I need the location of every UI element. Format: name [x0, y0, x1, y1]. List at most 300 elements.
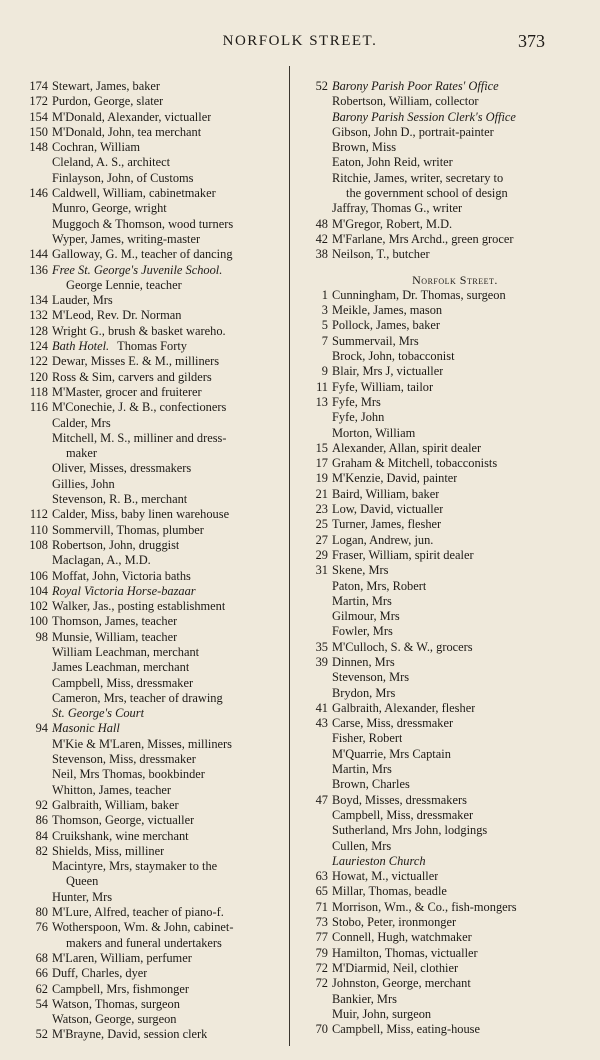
- entry-text: maker: [66, 446, 97, 461]
- directory-entry: [18, 400, 283, 415]
- entry-text: Munro, George, wright: [52, 201, 167, 216]
- house-number: 3: [321, 303, 328, 318]
- directory-entry: [298, 762, 588, 777]
- entry-text: Dinnen, Mrs: [332, 654, 395, 669]
- entry-text: M'Kenzie, David, painter: [332, 471, 458, 486]
- entry-text: makers and funeral undertakers: [66, 935, 222, 950]
- directory-entry: [298, 125, 588, 140]
- directory-entry: [18, 232, 283, 247]
- directory-entry: [298, 395, 588, 410]
- directory-entry: [18, 599, 283, 614]
- directory-entry: [18, 263, 283, 278]
- directory-entry: [298, 441, 588, 456]
- directory-entry: [298, 456, 588, 471]
- directory-entry: [18, 630, 283, 645]
- house-number: 148: [29, 140, 48, 155]
- entry-text: Free St. George's Juvenile School.: [52, 262, 223, 277]
- directory-entry: [298, 716, 588, 731]
- house-number: 29: [315, 547, 328, 562]
- directory-entry: [298, 1022, 588, 1037]
- directory-entry: [18, 477, 283, 492]
- directory-entry: [18, 125, 283, 140]
- directory-entry: [298, 186, 588, 201]
- house-number: 112: [29, 507, 48, 522]
- entry-text: Graham & Mitchell, tobacconists: [332, 456, 498, 471]
- entry-text: Stevenson, R. B., merchant: [52, 492, 188, 507]
- directory-entry: [298, 731, 588, 746]
- directory-entry: [298, 94, 588, 109]
- entry-text: Baird, William, baker: [332, 486, 440, 501]
- entry-text: M'Diarmid, Neil, clothier: [332, 960, 459, 975]
- directory-entry: [18, 783, 283, 798]
- directory-entry: [18, 110, 283, 125]
- directory-entry: [298, 471, 588, 486]
- house-number: 19: [315, 471, 328, 486]
- entry-text: Mitchell, M. S., milliner and dress-: [52, 430, 227, 445]
- directory-entry: [298, 232, 588, 247]
- entry-text: Stevenson, Miss, dressmaker: [52, 752, 196, 767]
- entry-text: Muir, John, surgeon: [332, 1006, 432, 1021]
- entry-text: Brock, John, tobacconist: [332, 349, 455, 364]
- entry-text: Barony Parish Session Clerk's Office: [332, 109, 516, 124]
- directory-entry: [298, 793, 588, 808]
- directory-entry: [18, 660, 283, 675]
- entry-text: Logan, Andrew, jun.: [332, 532, 434, 547]
- section-heading: [298, 273, 588, 288]
- house-number: 86: [35, 813, 48, 828]
- entry-text: Neil, Mrs Thomas, bookbinder: [52, 767, 205, 782]
- entry-text: Wotherspoon, Wm. & John, cabinet-: [52, 920, 234, 935]
- directory-entry: [298, 854, 588, 869]
- directory-entry: [18, 645, 283, 660]
- section-heading-text: Norfolk Street.: [412, 272, 498, 287]
- entry-text: M'Master, grocer and fruiterer: [52, 384, 202, 399]
- house-number: 5: [321, 318, 328, 333]
- directory-entry: [18, 813, 283, 828]
- entry-text: James Leachman, merchant: [52, 660, 190, 675]
- entry-text: Cunningham, Dr. Thomas, surgeon: [332, 287, 506, 302]
- directory-entry: [298, 201, 588, 216]
- entry-text: M'Farlane, Mrs Archd., green grocer: [332, 231, 514, 246]
- entry-text: Gibson, John D., portrait-painter: [332, 124, 494, 139]
- house-number: 146: [29, 186, 48, 201]
- entry-text: Dewar, Misses E. & M., milliners: [52, 354, 220, 369]
- directory-entry: [298, 869, 588, 884]
- entry-text: Wyper, James, writing-master: [52, 231, 201, 246]
- directory-entry: [18, 186, 283, 201]
- directory-entry: [18, 217, 283, 232]
- entry-text: William Leachman, merchant: [52, 644, 200, 659]
- entry-text: the government school of design: [346, 186, 508, 201]
- entry-text: Bankier, Mrs: [332, 991, 397, 1006]
- directory-entry: [298, 110, 588, 125]
- house-number: 94: [35, 721, 48, 736]
- left-column: [18, 79, 283, 1043]
- entry-text: Cameron, Mrs, teacher of drawing: [52, 690, 223, 705]
- directory-entry: [18, 829, 283, 844]
- directory-entry: [298, 930, 588, 945]
- directory-entry: [18, 859, 283, 874]
- house-number: 116: [29, 400, 48, 415]
- house-number: 47: [315, 792, 328, 807]
- directory-entry: [298, 380, 588, 395]
- house-number: 124: [29, 339, 48, 354]
- entry-text: M'Culloch, S. & W., grocers: [332, 639, 473, 654]
- directory-entry: [298, 318, 588, 333]
- directory-entry: [18, 354, 283, 369]
- entry-text: Millar, Thomas, beadle: [332, 884, 447, 899]
- house-number: 52: [35, 1027, 48, 1042]
- page-title: NORFOLK STREET.: [222, 33, 378, 49]
- directory-entry: [18, 951, 283, 966]
- entry-text: Brown, Miss: [332, 140, 397, 155]
- directory-entry: [18, 553, 283, 568]
- entry-text: Stobo, Peter, ironmonger: [332, 915, 457, 930]
- entry-text: Bath Hotel.: [52, 339, 110, 354]
- house-number: 128: [29, 323, 48, 338]
- directory-entry: [18, 155, 283, 170]
- entry-text: Lauder, Mrs: [52, 293, 113, 308]
- entry-text: George Lennie, teacher: [66, 277, 182, 292]
- directory-entry: [298, 171, 588, 186]
- directory-entry: [298, 839, 588, 854]
- entry-text: Maclagan, A., M.D.: [52, 553, 151, 568]
- directory-entry: [18, 706, 283, 721]
- house-number: 52: [315, 79, 328, 93]
- entry-text: Galloway, G. M., teacher of dancing: [52, 247, 233, 262]
- entry-text: Thomson, James, teacher: [52, 614, 178, 629]
- directory-entry: [298, 410, 588, 425]
- house-number: 154: [29, 109, 48, 124]
- directory-entry: [18, 370, 283, 385]
- entry-text: Fyfe, Mrs: [332, 394, 381, 409]
- entry-text: M'Brayne, David, session clerk: [52, 1027, 208, 1042]
- house-number: 136: [29, 262, 48, 277]
- house-number: 84: [35, 828, 48, 843]
- directory-entry: [18, 584, 283, 599]
- directory-entry: [18, 874, 283, 889]
- entry-text: Oliver, Misses, dressmakers: [52, 461, 192, 476]
- directory-entry: [298, 563, 588, 578]
- house-number: 41: [315, 700, 328, 715]
- page-header: [0, 33, 600, 57]
- directory-entry: [298, 140, 588, 155]
- directory-entry: [18, 94, 283, 109]
- entry-text: Walker, Jas., posting establishment: [52, 599, 226, 614]
- house-number: 72: [315, 960, 328, 975]
- entry-text: M'Donald, John, tea merchant: [52, 124, 202, 139]
- directory-entry: [298, 517, 588, 532]
- directory-entry: [298, 961, 588, 976]
- directory-entry: [18, 737, 283, 752]
- entry-text: Queen: [66, 874, 99, 889]
- house-number: 79: [315, 945, 328, 960]
- house-number: 39: [315, 654, 328, 669]
- entry-text: Johnston, George, merchant: [332, 976, 471, 991]
- column-divider: [289, 66, 290, 1046]
- entry-text: Cruikshank, wine merchant: [52, 828, 189, 843]
- entry-text: M'Conechie, J. & B., confectioners: [52, 400, 227, 415]
- directory-entry: [18, 844, 283, 859]
- directory-entry: [18, 324, 283, 339]
- house-number: 35: [315, 639, 328, 654]
- entry-text: Gilmour, Mrs: [332, 609, 400, 624]
- house-number: 1: [321, 287, 328, 302]
- directory-entry: [18, 936, 283, 951]
- directory-entry: [298, 640, 588, 655]
- directory-entry: [298, 992, 588, 1007]
- directory-entry: [298, 364, 588, 379]
- entry-text: Brown, Charles: [332, 777, 410, 792]
- directory-entry: [298, 823, 588, 838]
- entry-text: Cullen, Mrs: [332, 838, 392, 853]
- house-number: 72: [315, 976, 328, 991]
- house-number: 92: [35, 797, 48, 812]
- entry-text: Hunter, Mrs: [52, 889, 113, 904]
- directory-entry: [18, 614, 283, 629]
- house-number: 63: [315, 869, 328, 884]
- house-number: 108: [29, 537, 48, 552]
- directory-entry: [298, 533, 588, 548]
- directory-entry: [298, 777, 588, 792]
- house-number: 106: [29, 568, 48, 583]
- entry-text: Purdon, George, slater: [52, 94, 164, 109]
- house-number: 120: [29, 369, 48, 384]
- house-number: 17: [315, 456, 328, 471]
- entry-text: Campbell, Mrs, fishmonger: [52, 981, 189, 996]
- entry-text: M'Leod, Rev. Dr. Norman: [52, 308, 182, 323]
- house-number: 31: [315, 563, 328, 578]
- house-number: 13: [315, 394, 328, 409]
- entry-text: Blair, Mrs J, victualler: [332, 364, 444, 379]
- house-number: 134: [29, 293, 48, 308]
- entry-text: Campbell, Miss, dressmaker: [332, 807, 474, 822]
- entry-text: Caldwell, William, cabinetmaker: [52, 186, 216, 201]
- entry-text: Royal Victoria Horse-bazaar: [52, 583, 196, 598]
- directory-entry: [298, 155, 588, 170]
- directory-entry: [18, 507, 283, 522]
- house-number: 132: [29, 308, 48, 323]
- directory-entry: [18, 247, 283, 262]
- directory-entry: [298, 247, 588, 262]
- entry-text: Calder, Miss, baby linen warehouse: [52, 507, 230, 522]
- entry-text: Muggoch & Thomson, wood turners: [52, 216, 234, 231]
- directory-entry: [298, 594, 588, 609]
- entry-extra-text: Thomas Forty: [117, 339, 188, 354]
- entry-text: Cochran, William: [52, 140, 141, 155]
- directory-entry: [18, 890, 283, 905]
- directory-entry: [18, 446, 283, 461]
- directory-entry: [18, 492, 283, 507]
- entry-text: Fraser, William, spirit dealer: [332, 547, 474, 562]
- entry-text: Laurieston Church: [332, 853, 426, 868]
- entry-text: Morrison, Wm., & Co., fish-mongers: [332, 899, 517, 914]
- house-number: 54: [35, 996, 48, 1011]
- entry-text: Stevenson, Mrs: [332, 670, 410, 685]
- entry-text: M'Laren, William, perfumer: [52, 950, 192, 965]
- directory-entry: [298, 548, 588, 563]
- entry-text: St. George's Court: [52, 706, 145, 721]
- entry-text: Ritchie, James, writer, secretary to: [332, 170, 504, 185]
- directory-entry: [298, 915, 588, 930]
- entry-text: Neilson, T., butcher: [332, 247, 430, 262]
- directory-entry: [18, 79, 283, 94]
- entry-text: Summervail, Mrs: [332, 333, 419, 348]
- house-number: 23: [315, 502, 328, 517]
- entry-text: Gillies, John: [52, 476, 115, 491]
- entry-text: Barony Parish Poor Rates' Office: [332, 79, 499, 93]
- directory-entry: [18, 171, 283, 186]
- directory-entry: [298, 946, 588, 961]
- page-number: 373: [518, 31, 545, 51]
- directory-entry: [298, 349, 588, 364]
- entry-text: Eaton, John Reid, writer: [332, 155, 453, 170]
- house-number: 77: [315, 930, 328, 945]
- entry-text: Paton, Mrs, Robert: [332, 578, 427, 593]
- entry-text: M'Donald, Alexander, victualler: [52, 109, 212, 124]
- house-number: 144: [29, 247, 48, 262]
- directory-entry: [298, 808, 588, 823]
- directory-entry: [298, 217, 588, 232]
- house-number: 21: [315, 486, 328, 501]
- entry-text: M'Gregor, Robert, M.D.: [332, 216, 453, 231]
- directory-entry: [18, 293, 283, 308]
- house-number: 65: [315, 884, 328, 899]
- directory-entry: [18, 905, 283, 920]
- entry-text: Fyfe, John: [332, 410, 385, 425]
- directory-entry: [18, 201, 283, 216]
- directory-entry: [18, 691, 283, 706]
- entry-text: Campbell, Miss, dressmaker: [52, 675, 194, 690]
- house-number: 9: [321, 364, 328, 379]
- entry-text: Watson, George, surgeon: [52, 1012, 177, 1027]
- entry-text: Cleland, A. S., architect: [52, 155, 171, 170]
- directory-entry: [298, 303, 588, 318]
- house-number: 42: [315, 231, 328, 246]
- directory-entry: [18, 721, 283, 736]
- entry-text: Whitton, James, teacher: [52, 782, 172, 797]
- entry-text: Munsie, William, teacher: [52, 629, 178, 644]
- directory-entry: [298, 624, 588, 639]
- entry-text: Fowler, Mrs: [332, 624, 393, 639]
- entry-text: Morton, William: [332, 425, 416, 440]
- entry-text: Hamilton, Thomas, victualler: [332, 945, 478, 960]
- entry-text: Martin, Mrs: [332, 762, 392, 777]
- directory-entry: [298, 288, 588, 303]
- entry-text: Galbraith, William, baker: [52, 797, 179, 812]
- directory-entry: [18, 385, 283, 400]
- directory-entry: [298, 655, 588, 670]
- directory-entry: [298, 701, 588, 716]
- house-number: 38: [315, 247, 328, 262]
- directory-entry: [18, 339, 283, 354]
- house-number: 150: [29, 124, 48, 139]
- directory-entry: [298, 579, 588, 594]
- entry-text: Turner, James, flesher: [332, 517, 442, 532]
- house-number: 73: [315, 915, 328, 930]
- house-number: 102: [29, 599, 48, 614]
- directory-entry: [18, 140, 283, 155]
- house-number: 11: [316, 379, 328, 394]
- entry-text: Galbraith, Alexander, flesher: [332, 700, 476, 715]
- directory-entry: [298, 334, 588, 349]
- directory-entry: [298, 884, 588, 899]
- entry-text: Pollock, James, baker: [332, 318, 441, 333]
- directory-entry: [18, 752, 283, 767]
- entry-text: Watson, Thomas, surgeon: [52, 996, 180, 1011]
- house-number: 174: [29, 79, 48, 93]
- entry-text: Stewart, James, baker: [52, 79, 161, 93]
- directory-entry: [298, 426, 588, 441]
- entry-text: Ross & Sim, carvers and gilders: [52, 369, 212, 384]
- directory-entry: [18, 308, 283, 323]
- house-number: 104: [29, 583, 48, 598]
- entry-text: Boyd, Misses, dressmakers: [332, 792, 467, 807]
- directory-entry: [18, 431, 283, 446]
- directory-entry: [298, 79, 588, 94]
- entry-text: Fisher, Robert: [332, 731, 403, 746]
- entry-text: Shields, Miss, milliner: [52, 843, 165, 858]
- house-number: 98: [35, 629, 48, 644]
- entry-text: Jaffray, Thomas G., writer: [332, 201, 463, 216]
- directory-entry: [18, 966, 283, 981]
- directory-entry: [298, 686, 588, 701]
- entry-text: Low, David, victualler: [332, 502, 444, 517]
- directory-entry: [298, 487, 588, 502]
- entry-text: Campbell, Miss, eating-house: [332, 1022, 480, 1037]
- entry-text: M'Quarrie, Mrs Captain: [332, 746, 451, 761]
- entry-text: Connell, Hugh, watchmaker: [332, 930, 472, 945]
- entry-text: Moffat, John, Victoria baths: [52, 568, 191, 583]
- entry-text: Howat, M., victualler: [332, 869, 439, 884]
- entry-text: M'Kie & M'Laren, Misses, milliners: [52, 736, 232, 751]
- directory-entry: [18, 523, 283, 538]
- house-number: 82: [35, 843, 48, 858]
- house-number: 172: [29, 94, 48, 109]
- entry-text: Meikle, James, mason: [332, 303, 443, 318]
- entry-text: Alexander, Allan, spirit dealer: [332, 440, 482, 455]
- directory-entry: [298, 670, 588, 685]
- house-number: 71: [315, 899, 328, 914]
- house-number: 110: [29, 522, 48, 537]
- entry-text: Calder, Mrs: [52, 415, 111, 430]
- directory-entry: [298, 747, 588, 762]
- directory-entry: [18, 982, 283, 997]
- house-number: 62: [35, 981, 48, 996]
- entry-text: Robertson, William, collector: [332, 94, 479, 109]
- house-number: 122: [29, 354, 48, 369]
- entry-text: Finlayson, John, of Customs: [52, 170, 194, 185]
- entry-text: Thomson, George, victualler: [52, 813, 195, 828]
- entry-text: Duff, Charles, dyer: [52, 966, 148, 981]
- house-number: 15: [315, 440, 328, 455]
- house-number: 100: [29, 614, 48, 629]
- entry-text: Sutherland, Mrs John, lodgings: [332, 823, 488, 838]
- entry-text: Martin, Mrs: [332, 593, 392, 608]
- entry-text: Wright G., brush & basket wareho.: [52, 323, 226, 338]
- entry-text: Macintyre, Mrs, staymaker to the: [52, 859, 218, 874]
- directory-entry: [298, 609, 588, 624]
- directory-entry: [18, 1027, 283, 1042]
- entry-text: Carse, Miss, dressmaker: [332, 716, 454, 731]
- house-number: 43: [315, 716, 328, 731]
- entry-text: Sommervill, Thomas, plumber: [52, 522, 204, 537]
- directory-entry: [298, 1007, 588, 1022]
- directory-entry: [18, 997, 283, 1012]
- entry-text: Fyfe, William, tailor: [332, 379, 434, 394]
- entry-text: M'Lure, Alfred, teacher of piano-f.: [52, 905, 224, 920]
- house-number: 68: [35, 950, 48, 965]
